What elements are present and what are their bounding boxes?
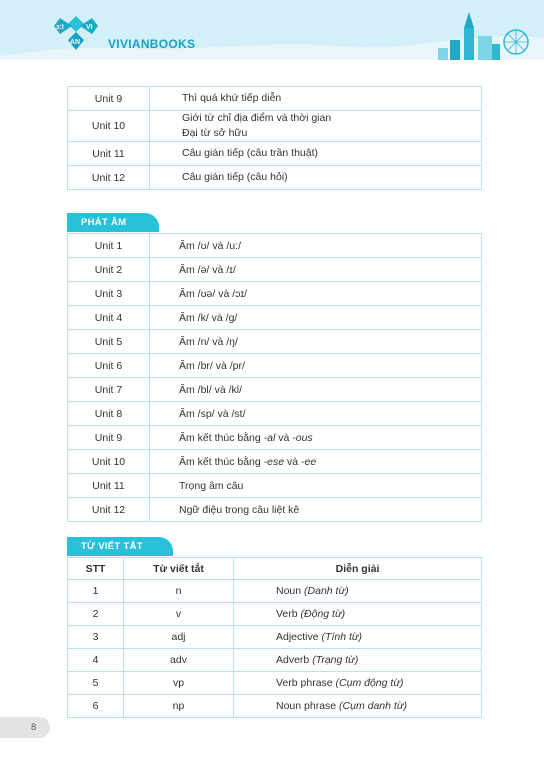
explanation-cell: [234, 603, 482, 626]
description-text: Âm /k/ và /g/: [179, 311, 238, 324]
abbreviation-cell: adj: [124, 626, 234, 649]
unit-cell: Unit 10: [68, 111, 150, 142]
unit-cell: Unit 12: [68, 166, 150, 190]
unit-cell: Unit 1: [68, 234, 150, 258]
abbreviation-cell: v: [124, 603, 234, 626]
table-row: [68, 354, 482, 378]
table-row: [68, 402, 482, 426]
table-row: [68, 603, 482, 626]
italic-suffix: -ee: [301, 455, 317, 468]
description-text: Âm kết thúc bằng: [179, 431, 264, 444]
page-number: 8: [0, 717, 50, 738]
unit-cell: Unit 5: [68, 330, 150, 354]
english-term: Noun: [276, 585, 305, 597]
stt-cell: 5: [68, 672, 124, 695]
table-row: [68, 258, 482, 282]
table-row: [68, 330, 482, 354]
description-text: Âm /ə/ và /ɪ/: [179, 263, 236, 276]
grammar-table: [67, 86, 482, 190]
explanation-cell: [234, 580, 482, 603]
table-row: [68, 649, 482, 672]
table-row: [68, 142, 482, 166]
description-cell: [150, 378, 482, 402]
english-term: Adjective: [276, 631, 322, 643]
description-cell: [150, 111, 482, 142]
vivian-logo-icon: [50, 14, 102, 52]
table-row: [68, 234, 482, 258]
table-row: [68, 498, 482, 522]
abbreviation-cell: n: [124, 580, 234, 603]
pronunciation-table: [67, 233, 482, 522]
stt-cell: 4: [68, 649, 124, 672]
header-explanation: Diễn giải: [234, 558, 482, 580]
explanation-cell: [234, 672, 482, 695]
vietnamese-term: (Động từ): [300, 608, 346, 620]
unit-cell: Unit 10: [68, 450, 150, 474]
description-cell: [150, 87, 482, 111]
description-line: Đại từ sở hữu: [182, 127, 248, 139]
description-text: Âm /bl/ và /kl/: [179, 383, 243, 396]
stt-cell: 1: [68, 580, 124, 603]
unit-cell: Unit 11: [68, 474, 150, 498]
description-cell: [150, 426, 482, 450]
table-row: [68, 282, 482, 306]
description-cell: [150, 354, 482, 378]
abbreviation-cell: adv: [124, 649, 234, 672]
description-cell: [150, 282, 482, 306]
abbreviation-cell: vp: [124, 672, 234, 695]
table-row: [68, 306, 482, 330]
description-line: Câu gián tiếp (câu hỏi): [182, 171, 288, 183]
table-row: [68, 695, 482, 718]
description-cell: [150, 142, 482, 166]
unit-cell: Unit 6: [68, 354, 150, 378]
unit-cell: Unit 4: [68, 306, 150, 330]
logo-text-2: VI: [86, 24, 93, 31]
description-text: Âm /br/ và /pr/: [179, 359, 245, 372]
page-header: [0, 0, 544, 60]
description-text: Âm kết thúc bằng: [179, 455, 264, 468]
english-term: Verb: [276, 608, 301, 620]
description-cell: [150, 166, 482, 190]
unit-cell: Unit 11: [68, 142, 150, 166]
vietnamese-term: (Trạng từ): [312, 654, 359, 666]
description-line: Câu gián tiếp (câu trần thuật): [182, 147, 318, 159]
vietnamese-term: (Tính từ): [321, 631, 363, 643]
brand-name: VIVIANBOOKS: [108, 37, 196, 51]
abbreviations-table: [67, 557, 482, 718]
vietnamese-term: (Danh từ): [304, 585, 349, 597]
table-row: [68, 580, 482, 603]
table-row: [68, 166, 482, 190]
section-tag-pronunciation: PHÁT ÂM: [67, 213, 159, 232]
description-cell: [150, 498, 482, 522]
description-line: Thì quá khứ tiếp diễn: [182, 92, 282, 104]
unit-cell: Unit 9: [68, 87, 150, 111]
logo-text-3: AN: [70, 39, 81, 46]
description-cell: [150, 258, 482, 282]
unit-cell: Unit 9: [68, 426, 150, 450]
unit-cell: Unit 12: [68, 498, 150, 522]
description-cell: [150, 402, 482, 426]
explanation-cell: [234, 695, 482, 718]
vietnamese-term: (Cụm động từ): [335, 677, 404, 689]
description-cell: [150, 450, 482, 474]
description-text: Âm /ʊ/ và /u:/: [179, 239, 241, 252]
explanation-cell: [234, 649, 482, 672]
description-text: Trọng âm câu: [179, 479, 244, 492]
table-row: [68, 111, 482, 142]
italic-suffix: -ous: [292, 431, 313, 444]
english-term: Verb phrase: [276, 677, 336, 689]
description-text: Âm /sp/ và /st/: [179, 407, 246, 420]
city-skyline-icon: [434, 8, 534, 60]
table-row: [68, 426, 482, 450]
unit-cell: Unit 8: [68, 402, 150, 426]
logo-text-1: ɜ:I: [56, 24, 64, 31]
english-term: Adverb: [276, 654, 313, 666]
table-row: [68, 450, 482, 474]
description-line: Giới từ chỉ địa điểm và thời gian: [182, 112, 332, 124]
connector-text: và: [284, 455, 302, 468]
table-row: [68, 474, 482, 498]
description-cell: [150, 330, 482, 354]
description-text: Ngữ điệu trong câu liệt kê: [179, 503, 300, 516]
stt-cell: 2: [68, 603, 124, 626]
unit-cell: Unit 7: [68, 378, 150, 402]
table-header-row: [68, 558, 482, 580]
description-text: Âm /n/ và /ŋ/: [179, 335, 238, 348]
stt-cell: 6: [68, 695, 124, 718]
explanation-cell: [234, 626, 482, 649]
table-row: [68, 378, 482, 402]
table-row: [68, 87, 482, 111]
description-cell: [150, 234, 482, 258]
english-term: Noun phrase: [276, 700, 340, 712]
header-abbreviation: Từ viết tắt: [124, 558, 234, 580]
italic-suffix: -al: [263, 431, 276, 444]
unit-cell: Unit 3: [68, 282, 150, 306]
unit-cell: Unit 2: [68, 258, 150, 282]
vietnamese-term: (Cụm danh từ): [339, 700, 407, 712]
section-tag-abbreviations: TỪ VIẾT TẮT: [67, 537, 173, 556]
table-row: [68, 626, 482, 649]
description-cell: [150, 306, 482, 330]
header-stt: STT: [68, 558, 124, 580]
italic-suffix: -ese: [263, 455, 285, 468]
table-row: [68, 672, 482, 695]
connector-text: và: [275, 431, 293, 444]
description-cell: [150, 474, 482, 498]
abbreviation-cell: np: [124, 695, 234, 718]
stt-cell: 3: [68, 626, 124, 649]
description-text: Âm /ʊə/ và /ɔɪ/: [179, 287, 248, 300]
